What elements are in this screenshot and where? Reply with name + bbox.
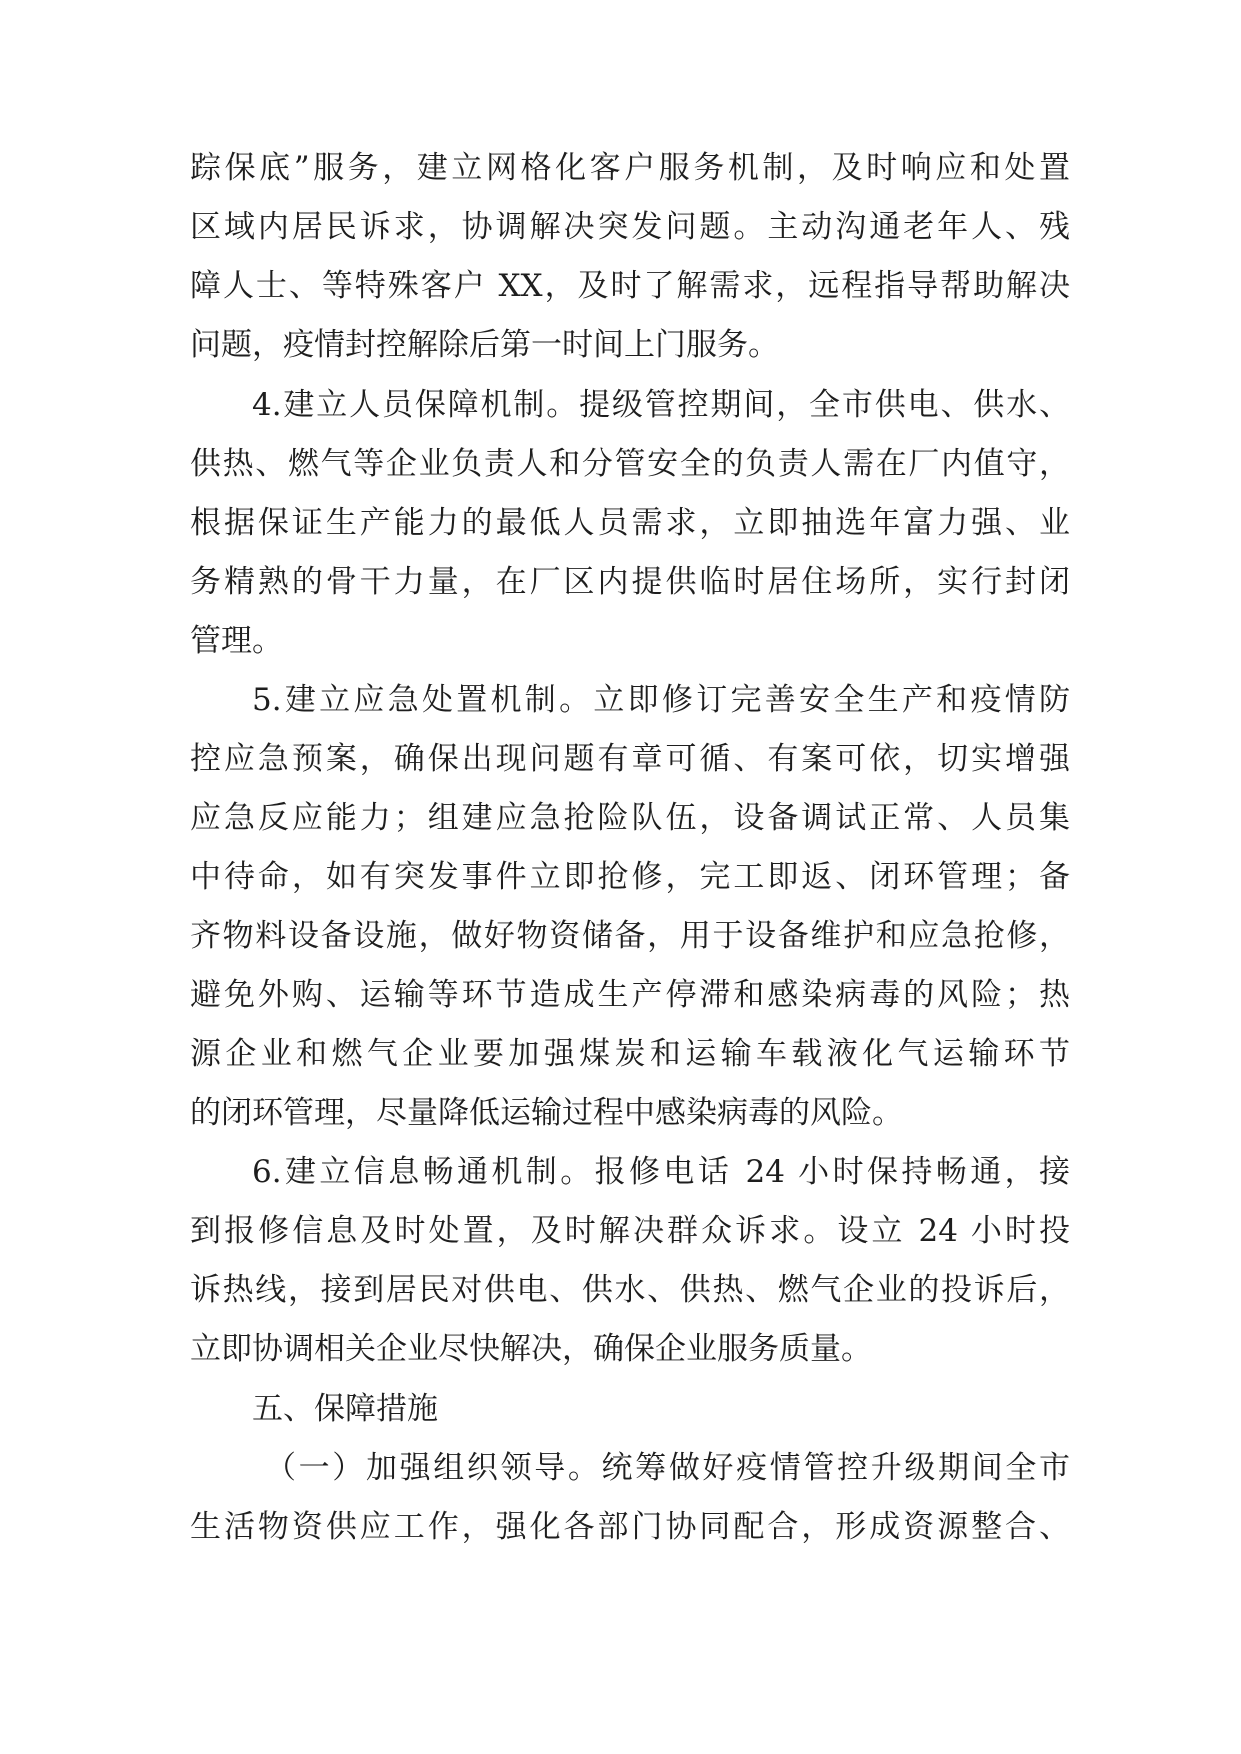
paragraph-line: 5.建立应急处置机制。立即修订完善安全生产和疫情防 [252,682,1070,718]
paragraph-line: 诉热线，接到居民对供电、供水、供热、燃气企业的投诉后， [190,1272,1070,1308]
paragraph-line: 务精熟的骨干力量，在厂区内提供临时居住场所，实行封闭 [190,564,1070,600]
paragraph-line: 踪保底”服务，建立网格化客户服务机制，及时响应和处置 [190,150,1070,186]
paragraph-line: 避免外购、运输等环节造成生产停滞和感染病毒的风险；热 [190,977,1070,1013]
section-heading: 五、保障措施 [252,1391,438,1427]
paragraph-line: 控应急预案，确保出现问题有章可循、有案可依，切实增强 [190,741,1070,777]
paragraph-line: 中待命，如有突发事件立即抢修，完工即返、闭环管理；备 [190,859,1070,895]
paragraph-line: 立即协调相关企业尽快解决，确保企业服务质量。 [190,1331,872,1367]
paragraph-line: 根据保证生产能力的最低人员需求，立即抽选年富力强、业 [190,505,1070,541]
paragraph-line: 的闭环管理，尽量降低运输过程中感染病毒的风险。 [190,1095,903,1131]
paragraph-line: 供热、燃气等企业负责人和分管安全的负责人需在厂内值守， [190,446,1070,482]
paragraph-line: 应急反应能力；组建应急抢险队伍，设备调试正常、人员集 [190,800,1070,836]
paragraph-line: 障人士、等特殊客户 XX，及时了解需求，远程指导帮助解决 [190,268,1070,304]
paragraph-line: 问题，疫情封控解除后第一时间上门服务。 [190,327,779,363]
paragraph-line: 管理。 [190,623,283,659]
paragraph-line: 源企业和燃气企业要加强煤炭和运输车载液化气运输环节 [190,1036,1070,1072]
paragraph-line: 区域内居民诉求，协调解决突发问题。主动沟通老年人、残 [190,209,1070,245]
paragraph-line: 生活物资供应工作，强化各部门协同配合，形成资源整合、 [190,1509,1070,1545]
paragraph-line: 齐物料设备设施，做好物资储备，用于设备维护和应急抢修， [190,918,1070,954]
paragraph-line: （一）加强组织领导。统筹做好疫情管控升级期间全市 [265,1450,1070,1486]
paragraph-line: 4.建立人员保障机制。提级管控期间，全市供电、供水、 [252,387,1070,423]
paragraph-line: 6.建立信息畅通机制。报修电话 24 小时保持畅通，接 [252,1154,1070,1190]
paragraph-line: 到报修信息及时处置，及时解决群众诉求。设立 24 小时投 [190,1213,1070,1249]
